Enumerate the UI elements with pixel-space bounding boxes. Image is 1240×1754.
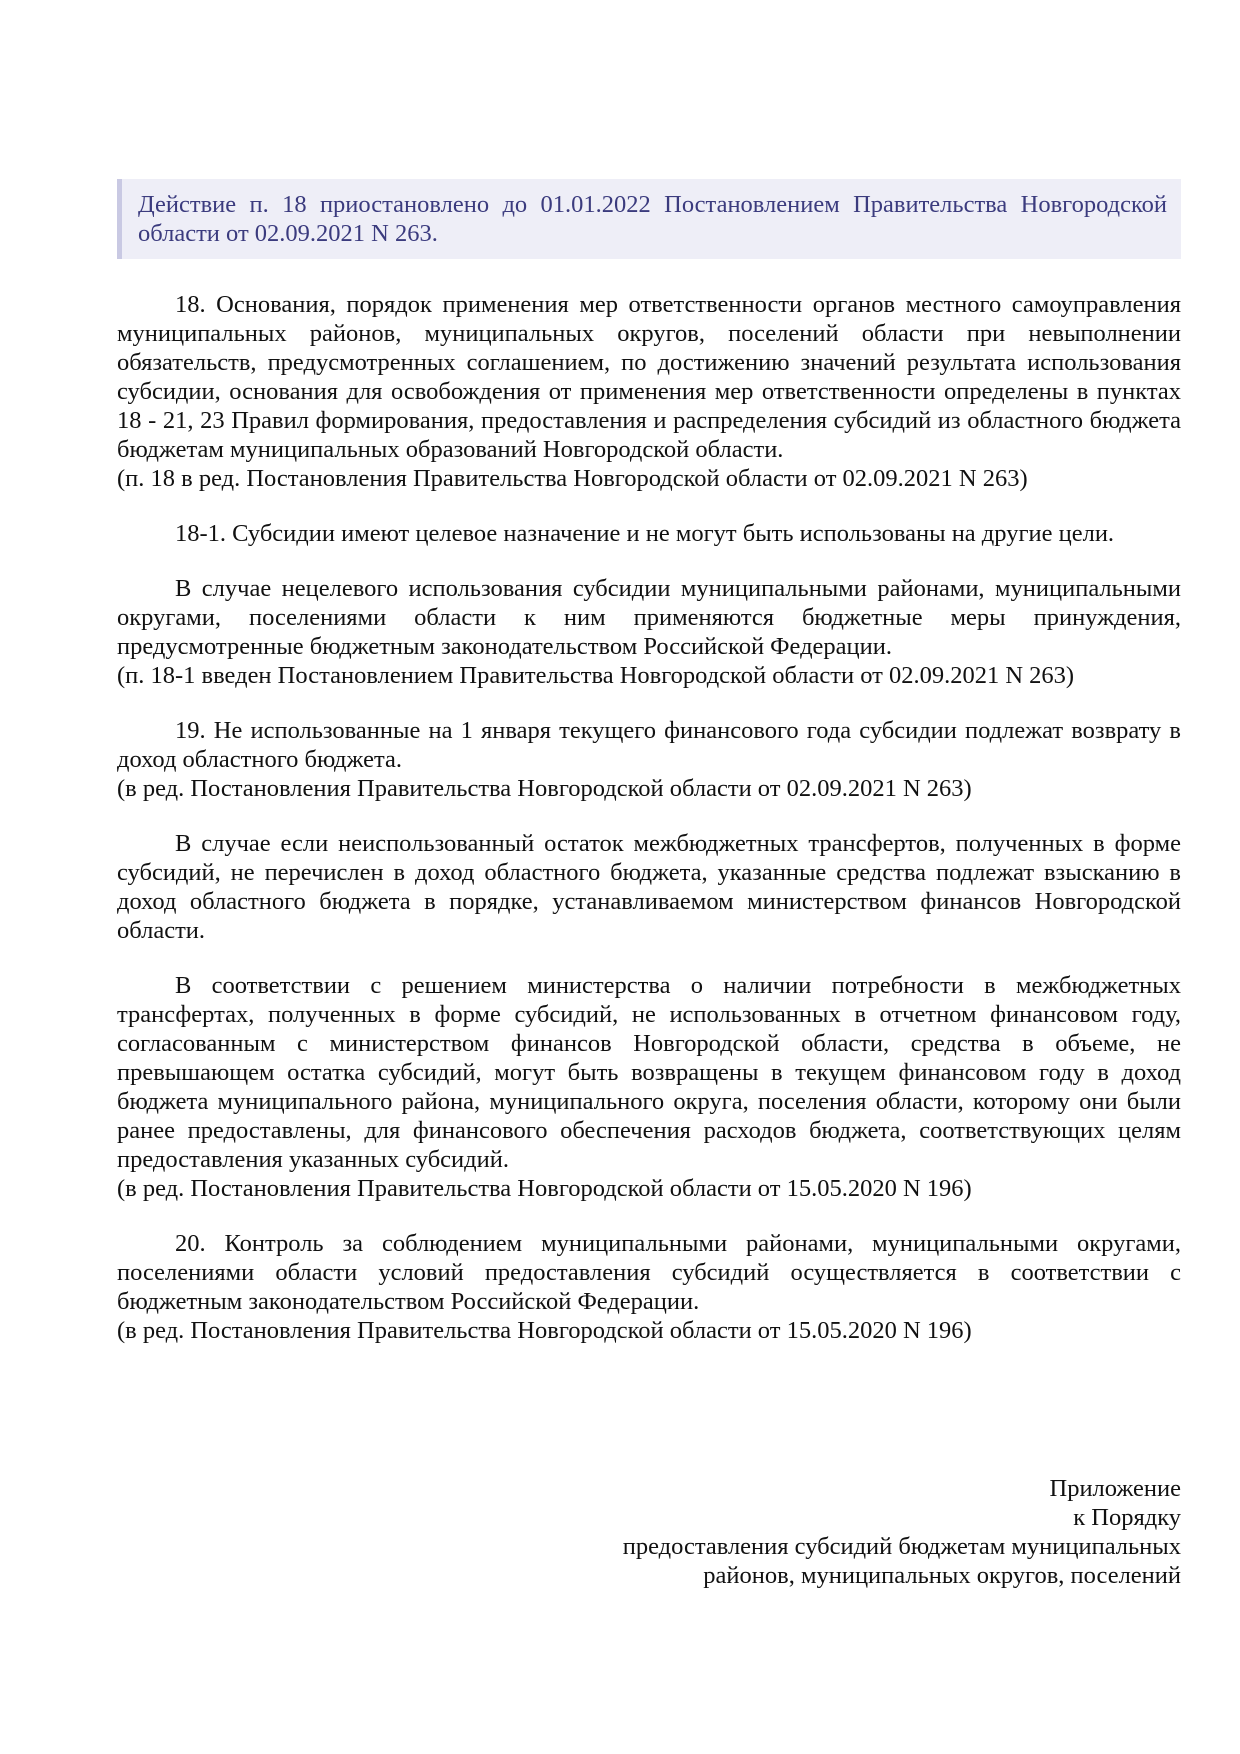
paragraph-return: В соответствии с решением министерства о наличии потребности в межбюджетных трансфертах, полученных в форме субсидий, не использованных в отчетном финансовом году, согласованным с министерством финансов Новгородской области, средства в объеме, не превышающем остатка субсидий, могут быть возвращены в текущем финансовом году в доход бюджета муниципального района, муниципального округа, поселения области, которому они были ранее предоставлены, для финансового обеспечения расходов бюджета, соответствующих целям предоставления указанных субсидий. bbox=[117, 972, 1181, 1173]
appendix-line: Приложение bbox=[1049, 1475, 1181, 1502]
document-body bbox=[117, 290, 1181, 1345]
paragraph-unused-balance: В случае если неиспользованный остаток межбюджетных трансфертов, полученных в форме субсидий, не перечислен в доход областного бюджета, указанные средства подлежат взысканию в доход областного бюджета в порядке, устанавливаемом министерством финансов Новгородской области. bbox=[117, 830, 1181, 944]
amendment-note: (в ред. Постановления Правительства Новгородской области от 15.05.2020 N 196) bbox=[117, 1317, 972, 1344]
amendment-note: (п. 18-1 введен Постановлением Правительства Новгородской области от 02.09.2021 N 263) bbox=[117, 662, 1075, 689]
amendment-note: (п. 18 в ред. Постановления Правительства Новгородской области от 02.09.2021 N 263) bbox=[117, 465, 1028, 492]
paragraph-18: 18. Основания, порядок применения мер ответственности органов местного самоуправления муниципальных районов, муниципальных округов, поселений области при невыполнении обязательств, предусмотренных соглашением, по достижению значений результата использования субсидии, основания для освобождения от применения мер ответственности определены в пунктах 18 - 21, 23 Правил формирования, предоставления и распределения субсидий из областного бюджета бюджетам муниципальных образований Новгородской области. bbox=[117, 291, 1181, 463]
appendix-line: предоставления субсидий бюджетам муниципальных bbox=[622, 1533, 1181, 1560]
paragraph-misuse: В случае нецелевого использования субсидии муниципальными районами, муниципальными округами, поселениями области к ним применяются бюджетные меры принуждения, предусмотренные бюджетным законодательством Российской Федерации. bbox=[117, 575, 1181, 660]
paragraph-19: 19. Не использованные на 1 января текущего финансового года субсидии подлежат возврату в доход областного бюджета. bbox=[117, 717, 1181, 773]
appendix-line: к Порядку bbox=[1073, 1504, 1181, 1531]
appendix-line: районов, муниципальных округов, поселений bbox=[703, 1562, 1181, 1589]
appendix-header bbox=[481, 1474, 1181, 1590]
paragraph-20: 20. Контроль за соблюдением муниципальными районами, муниципальными округами, поселениями области условий предоставления субсидий осуществляется в соответствии с бюджетным законодательством Российской Федерации. bbox=[117, 1230, 1181, 1315]
suspension-notice: Действие п. 18 приостановлено до 01.01.2022 Постановлением Правительства Новгородской области от 02.09.2021 N 263. bbox=[117, 179, 1181, 259]
paragraph-18-1: 18-1. Субсидии имеют целевое назначение и не могут быть использованы на другие цели. bbox=[175, 520, 1115, 547]
amendment-note: (в ред. Постановления Правительства Новгородской области от 15.05.2020 N 196) bbox=[117, 1175, 972, 1202]
amendment-note: (в ред. Постановления Правительства Новгородской области от 02.09.2021 N 263) bbox=[117, 775, 972, 802]
